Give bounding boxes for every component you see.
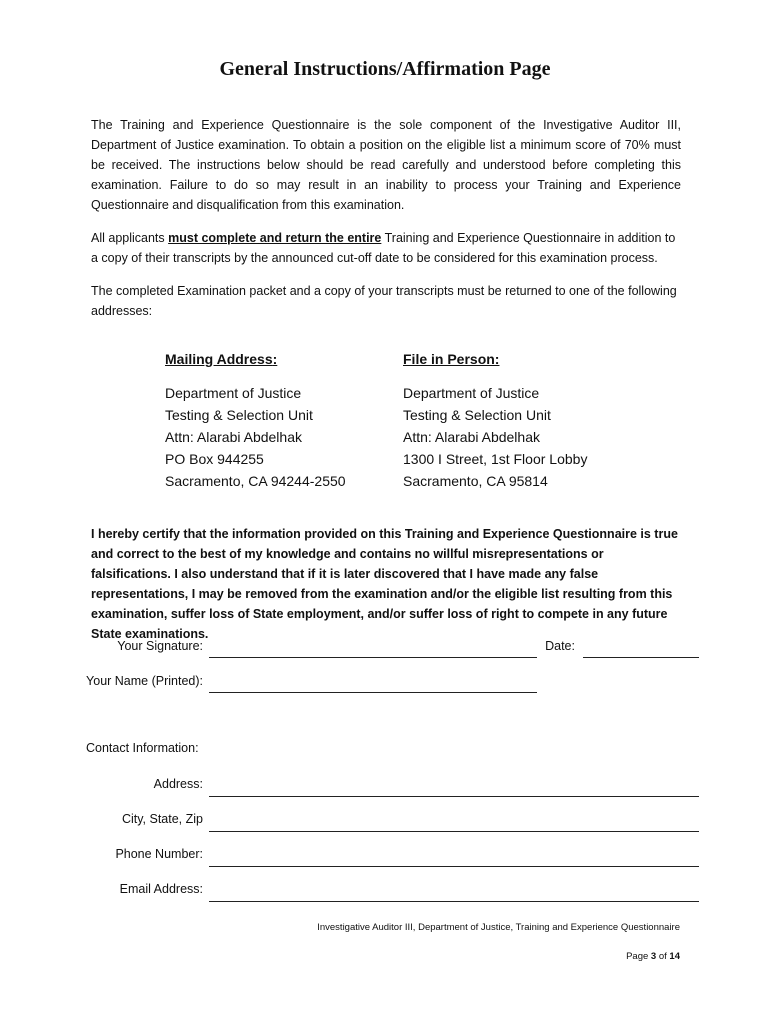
contact-info-label: Contact Information: (86, 741, 199, 755)
footer-text: Investigative Auditor III, Department of Justice, Training and Experience Questionnaire (317, 922, 680, 933)
mailing-address-line: Attn: Alarabi Abdelhak (165, 429, 302, 445)
in-person-address-line: Attn: Alarabi Abdelhak (403, 429, 540, 445)
printed-name-field[interactable] (209, 692, 537, 693)
signature-field[interactable] (209, 657, 537, 658)
intro-paragraph: The Training and Experience Questionnaire is the sole component of the Investigative Auditor III, Department of Justice examination. To obtain a position on the eligible list a minimum score of 70% must be received. The instructions below should be read carefully and understood before completing this examination. Failure to do so may result in an inability to process your Training and Experience Questionnaire and disqualification from this examination. (91, 118, 681, 212)
date-label: Date: (545, 639, 575, 653)
in-person-heading: File in Person: (403, 351, 500, 367)
city-state-zip-field[interactable] (209, 831, 699, 832)
printed-name-label: Your Name (Printed): (86, 674, 203, 688)
in-person-address-line: 1300 I Street, 1st Floor Lobby (403, 451, 588, 467)
address-field[interactable] (209, 796, 699, 797)
mailing-address-line: Department of Justice (165, 385, 302, 401)
certification-statement: I hereby certify that the information provided on this Training and Experience Questionnaire is true and correct to the best of my knowledge and contains no willful misrepresentations or falsifications. I also understand that if it is later discovered that I have made any false representations, I may be removed from the examination and/or the eligible list resulting from this examination, suffer loss of State employment, and/or suffer loss of right to compete in any future State examinations. (91, 527, 678, 641)
date-field[interactable] (583, 657, 699, 658)
email-label: Email Address: (119, 882, 203, 896)
in-person-address-block (403, 349, 633, 493)
city-state-zip-label: City, State, Zip (121, 812, 203, 826)
phone-field[interactable] (209, 866, 699, 867)
mailing-address-line: PO Box 944255 (165, 451, 264, 467)
in-person-address-line: Testing & Selection Unit (403, 407, 551, 423)
mailing-address-line: Testing & Selection Unit (165, 407, 313, 423)
page-number: Page 3 of 14 (626, 951, 680, 962)
applicants-paragraph (91, 228, 681, 268)
in-person-address-line: Department of Justice (403, 385, 540, 401)
mailing-address-line: Sacramento, CA 94244-2550 (165, 473, 346, 489)
applicants-emphasis: must complete and return the entire (168, 231, 382, 245)
phone-label: Phone Number: (115, 847, 203, 861)
signature-label: Your Signature: (117, 639, 203, 653)
page-title: General Instructions/Affirmation Page (219, 58, 551, 80)
address-label: Address: (153, 777, 203, 791)
return-paragraph: The completed Examination packet and a copy of your transcripts must be returned to one of the following addresses: (91, 284, 677, 318)
email-field[interactable] (209, 901, 699, 902)
mailing-address-heading: Mailing Address: (165, 351, 278, 367)
applicants-pre: All applicants (91, 231, 169, 245)
in-person-address-line: Sacramento, CA 95814 (403, 473, 548, 489)
applicants-post: Training and Experience Questionnaire in addition to a copy of their transcripts by the announced cut-off date to be considered for this examination process. (91, 231, 676, 265)
mailing-address-block (165, 349, 395, 493)
